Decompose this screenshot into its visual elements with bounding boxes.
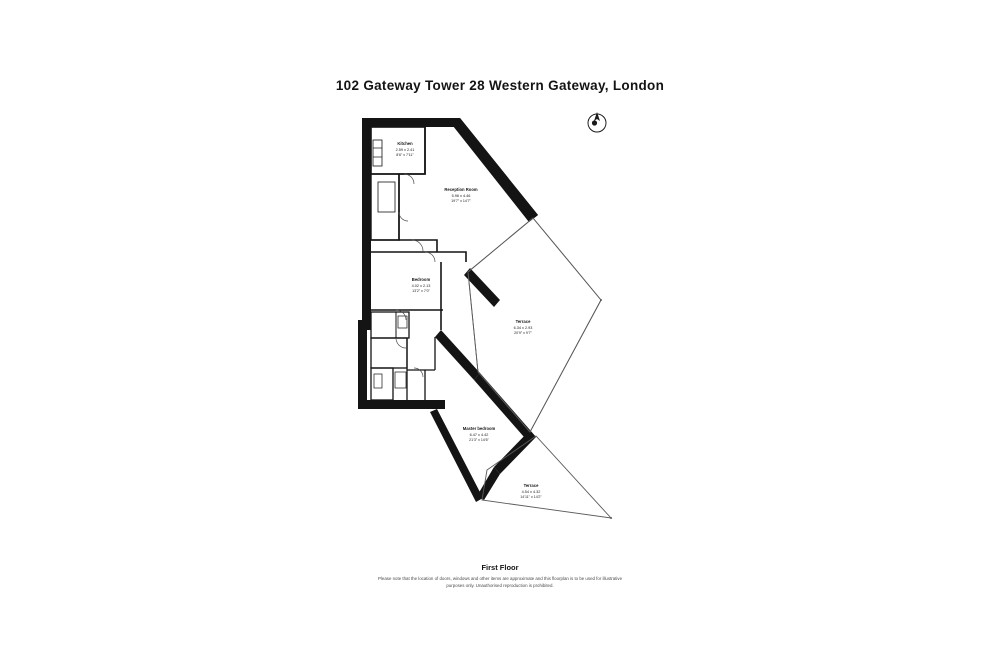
room-dim-master-metric: 6.47 x 4.42 (469, 433, 489, 437)
page-title: 102 Gateway Tower 28 Western Gateway, London (335, 78, 665, 93)
room-dim-terrace-lower-imperial: 14'11" x 14'2" (520, 495, 542, 499)
room-dim-kitchen-imperial: 8'6" x 7'11" (396, 153, 414, 157)
room-dim-terrace-lower-metric: 4.54 x 4.32 (521, 490, 541, 494)
room-dim-master-imperial: 21'3" x 14'6" (469, 438, 489, 442)
interior-walls (371, 127, 466, 400)
disclaimer-line-2: purposes only. Unauthorised reproduction is prohibited. (446, 582, 554, 588)
room-label-terrace-upper: Terrace (515, 319, 531, 324)
room-label-reception-room: Reception Room (444, 187, 478, 192)
room-dim-bedroom-metric: 4.02 x 2.13 (411, 284, 431, 288)
disclaimer-line-1: Please note that the location of doors, windows and other items are approximate and this floorplan is to be used for illustrative (377, 576, 623, 581)
door-swings (396, 174, 435, 377)
room-label-kitchen: Kitchen (397, 141, 413, 146)
floor-label: First Floor (481, 563, 519, 572)
room-label-terrace-lower: Terrace (523, 483, 539, 488)
room-dim-terrace-upper-imperial: 20'9" x 9'7" (514, 331, 532, 335)
room-dim-kitchen-metric: 2.59 x 2.41 (395, 148, 415, 152)
floorplan-drawing (330, 100, 670, 540)
room-dim-terrace-upper-metric: 6.34 x 2.93 (513, 326, 533, 330)
room-label-bedroom: Bedroom (411, 277, 431, 282)
room-dim-reception-imperial: 19'7" x 14'7" (451, 199, 471, 203)
room-dim-bedroom-imperial: 13'2" x 7'0" (412, 289, 430, 293)
room-dim-reception-metric: 5.96 x 4.46 (451, 194, 471, 198)
disclaimer-text (300, 576, 700, 589)
terrace-outlines (468, 218, 612, 519)
room-label-master-bedroom: Master bedroom (462, 426, 496, 431)
